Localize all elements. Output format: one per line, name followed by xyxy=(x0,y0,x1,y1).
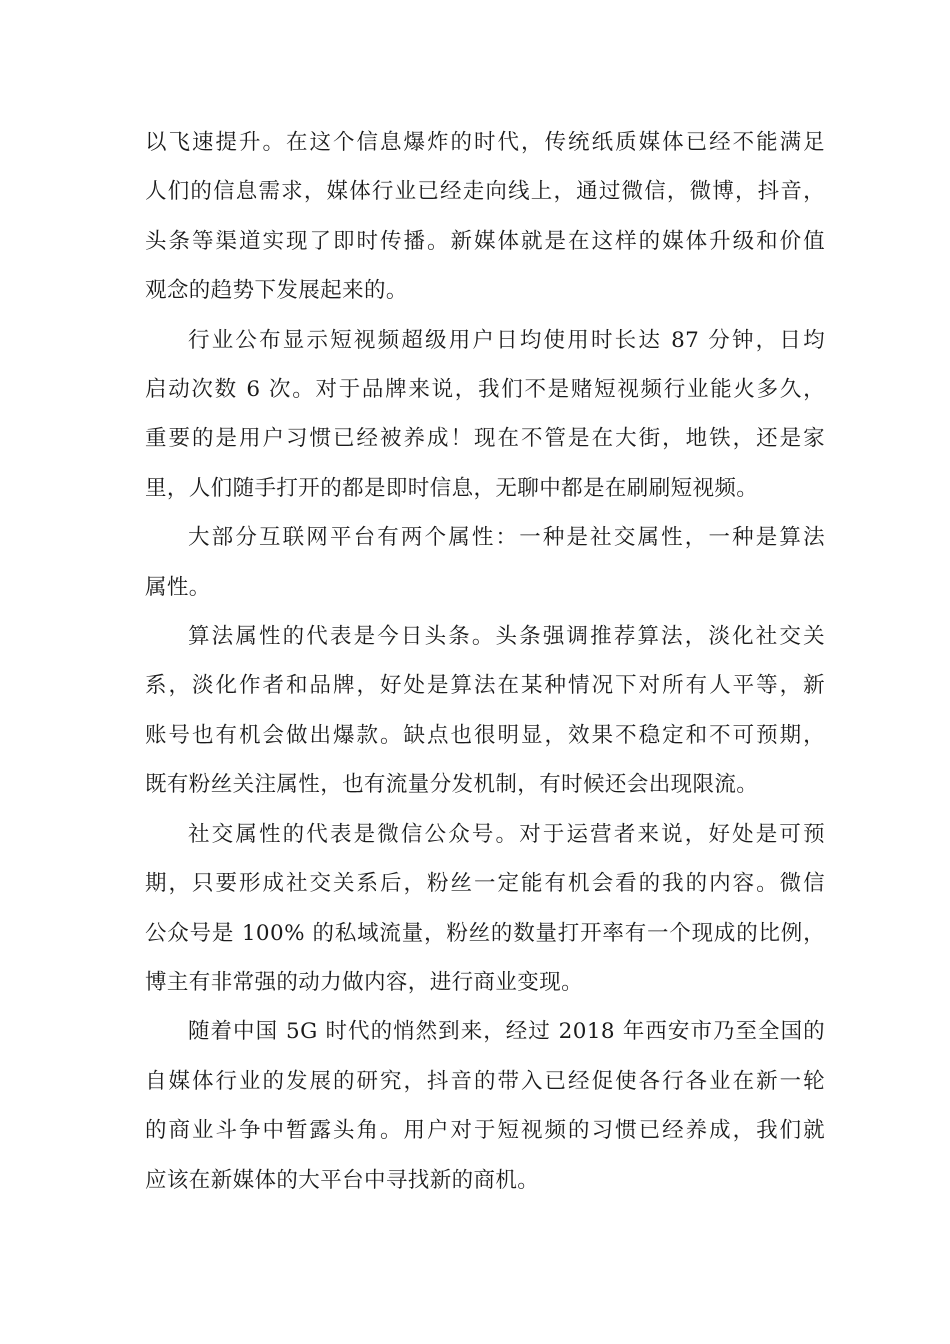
text-line: 头条等渠道实现了即时传播。新媒体就是在这样的媒体升级和价值 xyxy=(145,228,825,254)
text-line: 启动次数 6 次。对于品牌来说，我们不是赌短视频行业能火多久， xyxy=(145,377,825,403)
text-line: 社交属性的代表是微信公众号。对于运营者来说，好处是可预 xyxy=(188,821,825,847)
text-line: 随着中国 5G 时代的悄然到来，经过 2018 年西安市乃至全国的 xyxy=(188,1019,825,1045)
text-line: 以飞速提升。在这个信息爆炸的时代，传统纸质媒体已经不能满足 xyxy=(145,130,825,155)
document-body xyxy=(145,118,825,1205)
paragraph-2 xyxy=(145,316,825,514)
text-line: 算法属性的代表是今日头条。头条强调推荐算法，淡化社交关 xyxy=(188,624,825,650)
text-line: 的商业斗争中暂露头角。用户对于短视频的习惯已经养成，我们就 xyxy=(145,1118,825,1144)
paragraph-6 xyxy=(145,1007,825,1205)
paragraph-4 xyxy=(145,612,825,810)
text-line: 自媒体行业的发展的研究，抖音的带入已经促使各行各业在新一轮 xyxy=(145,1068,825,1094)
text-line: 博主有非常强的动力做内容，进行商业变现。 xyxy=(145,969,584,995)
text-line: 重要的是用户习惯已经被养成！现在不管是在大街，地铁，还是家 xyxy=(145,426,825,452)
text-line: 观念的趋势下发展起来的。 xyxy=(145,278,408,304)
text-line: 应该在新媒体的大平台中寻找新的商机。 xyxy=(145,1167,540,1193)
paragraph-1 xyxy=(145,118,825,316)
text-line: 大部分互联网平台有两个属性：一种是社交属性，一种是算法 xyxy=(188,525,825,551)
text-line: 既有粉丝关注属性，也有流量分发机制，有时候还会出现限流。 xyxy=(145,772,759,798)
text-line: 属性。 xyxy=(145,574,211,600)
paragraph-5 xyxy=(145,810,825,1008)
text-line: 公众号是 100% 的私域流量，粉丝的数量打开率有一个现成的比例， xyxy=(145,920,825,946)
text-line: 人们的信息需求，媒体行业已经走向线上，通过微信，微博，抖音， xyxy=(145,179,825,205)
paragraph-3 xyxy=(145,513,825,612)
text-line: 行业公布显示短视频超级用户日均使用时长达 87 分钟，日均 xyxy=(188,327,825,353)
text-line: 里，人们随手打开的都是即时信息，无聊中都是在刷刷短视频。 xyxy=(145,475,759,501)
text-line: 系，淡化作者和品牌，好处是算法在某种情况下对所有人平等，新 xyxy=(145,673,825,699)
text-line: 期，只要形成社交关系后，粉丝一定能有机会看的我的内容。微信 xyxy=(145,871,825,897)
text-line: 账号也有机会做出爆款。缺点也很明显，效果不稳定和不可预期， xyxy=(145,722,825,748)
